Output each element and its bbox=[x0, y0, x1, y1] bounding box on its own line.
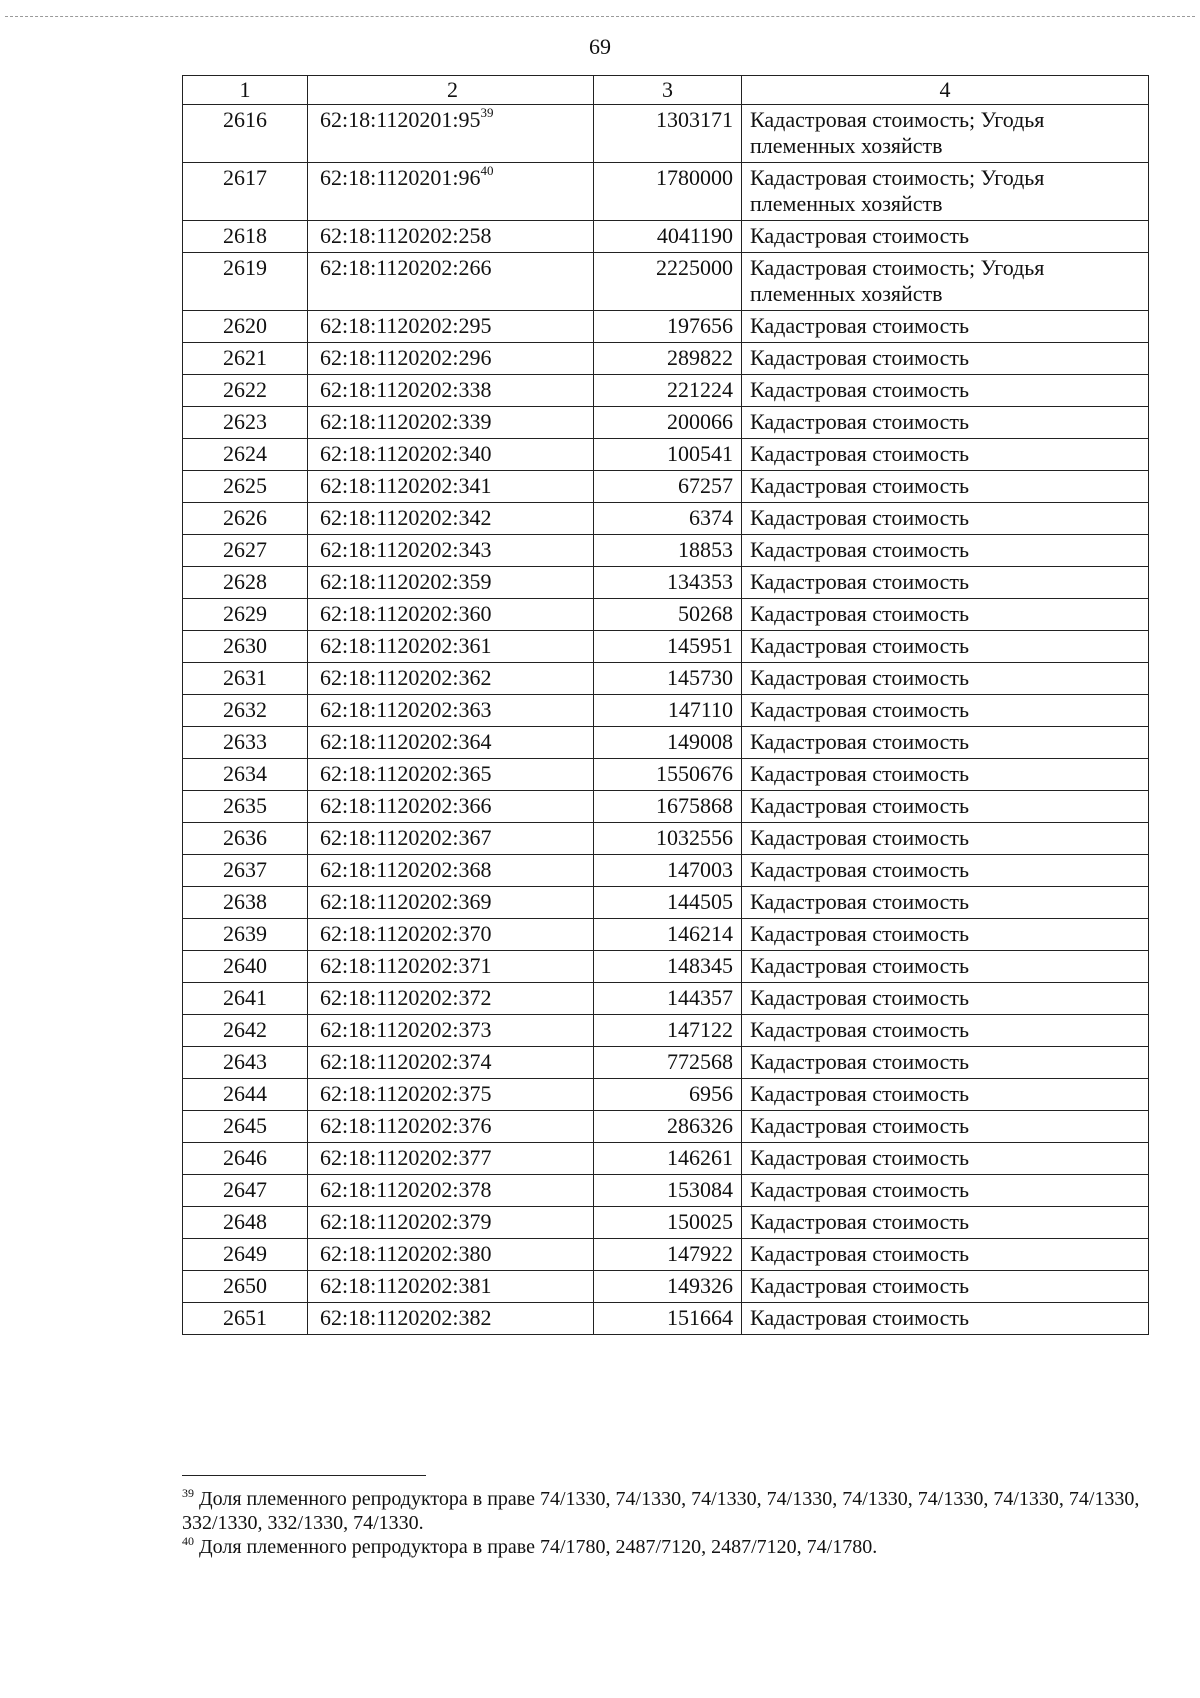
table-row bbox=[183, 1143, 1149, 1175]
note-cell: Кадастровая стоимость bbox=[742, 1207, 1149, 1239]
note-cell: Кадастровая стоимость bbox=[742, 221, 1149, 253]
value-cell: 146214 bbox=[594, 919, 742, 951]
footnote-mark: 39 bbox=[182, 1486, 194, 1500]
cadastral-number: 62:18:1120202:373 bbox=[320, 1017, 492, 1042]
row-number-cell: 2641 bbox=[183, 983, 308, 1015]
cadastral-number: 62:18:1120202:370 bbox=[320, 921, 492, 946]
row-number-cell: 2640 bbox=[183, 951, 308, 983]
cadastral-number: 62:18:1120202:365 bbox=[320, 761, 492, 786]
table-row bbox=[183, 439, 1149, 471]
column-header-2: 2 bbox=[308, 76, 594, 105]
cadastral-number-cell bbox=[308, 1143, 594, 1175]
value-cell: 18853 bbox=[594, 535, 742, 567]
table-row bbox=[183, 1207, 1149, 1239]
note-cell: Кадастровая стоимость bbox=[742, 1239, 1149, 1271]
cadastral-number: 62:18:1120202:381 bbox=[320, 1273, 492, 1298]
table-row bbox=[183, 727, 1149, 759]
note-cell: Кадастровая стоимость bbox=[742, 983, 1149, 1015]
note-cell: Кадастровая стоимость bbox=[742, 1303, 1149, 1335]
cadastral-number-cell bbox=[308, 253, 594, 311]
row-number-cell: 2625 bbox=[183, 471, 308, 503]
row-number-cell: 2623 bbox=[183, 407, 308, 439]
cadastral-number-cell bbox=[308, 1271, 594, 1303]
row-number-cell: 2632 bbox=[183, 695, 308, 727]
table-row bbox=[183, 1047, 1149, 1079]
cadastral-number: 62:18:1120202:379 bbox=[320, 1209, 492, 1234]
footnote-separator bbox=[182, 1475, 426, 1476]
row-number-cell: 2639 bbox=[183, 919, 308, 951]
cadastral-number: 62:18:1120201:95 bbox=[320, 107, 481, 132]
note-cell: Кадастровая стоимость bbox=[742, 791, 1149, 823]
cadastral-number: 62:18:1120202:372 bbox=[320, 985, 492, 1010]
table-row bbox=[183, 1175, 1149, 1207]
value-cell: 146261 bbox=[594, 1143, 742, 1175]
note-cell: Кадастровая стоимость bbox=[742, 503, 1149, 535]
row-number-cell: 2648 bbox=[183, 1207, 308, 1239]
cadastral-number: 62:18:1120202:359 bbox=[320, 569, 492, 594]
footnote-mark: 40 bbox=[182, 1534, 194, 1548]
table-row bbox=[183, 695, 1149, 727]
note-cell: Кадастровая стоимость bbox=[742, 759, 1149, 791]
value-cell: 289822 bbox=[594, 343, 742, 375]
cadastral-number: 62:18:1120202:342 bbox=[320, 505, 492, 530]
cadastral-number-cell bbox=[308, 695, 594, 727]
row-number-cell: 2650 bbox=[183, 1271, 308, 1303]
row-number-cell: 2645 bbox=[183, 1111, 308, 1143]
cadastral-number: 62:18:1120202:361 bbox=[320, 633, 492, 658]
row-number-cell: 2618 bbox=[183, 221, 308, 253]
row-number-cell: 2630 bbox=[183, 631, 308, 663]
note-cell: Кадастровая стоимость; Угодья племенных хозяйств bbox=[742, 163, 1149, 221]
table-row bbox=[183, 1079, 1149, 1111]
cadastral-number-cell bbox=[308, 663, 594, 695]
cadastral-number: 62:18:1120202:377 bbox=[320, 1145, 492, 1170]
cadastral-table bbox=[182, 75, 1149, 1335]
table-row bbox=[183, 791, 1149, 823]
note-cell: Кадастровая стоимость bbox=[742, 919, 1149, 951]
page-number: 69 bbox=[589, 34, 611, 59]
cadastral-number: 62:18:1120202:340 bbox=[320, 441, 492, 466]
table-row bbox=[183, 1111, 1149, 1143]
cadastral-number-cell bbox=[308, 631, 594, 663]
cadastral-number: 62:18:1120202:378 bbox=[320, 1177, 492, 1202]
value-cell: 145951 bbox=[594, 631, 742, 663]
table-row bbox=[183, 951, 1149, 983]
row-number-cell: 2629 bbox=[183, 599, 308, 631]
note-cell: Кадастровая стоимость bbox=[742, 1079, 1149, 1111]
cadastral-number: 62:18:1120202:363 bbox=[320, 697, 492, 722]
value-cell: 134353 bbox=[594, 567, 742, 599]
note-cell: Кадастровая стоимость bbox=[742, 1175, 1149, 1207]
value-cell: 2225000 bbox=[594, 253, 742, 311]
table-row bbox=[183, 983, 1149, 1015]
footnotes bbox=[182, 1487, 1142, 1559]
cadastral-number-cell bbox=[308, 503, 594, 535]
note-cell: Кадастровая стоимость bbox=[742, 1271, 1149, 1303]
row-number-cell: 2642 bbox=[183, 1015, 308, 1047]
note-cell: Кадастровая стоимость; Угодья племенных хозяйств bbox=[742, 253, 1149, 311]
note-cell: Кадастровая стоимость bbox=[742, 727, 1149, 759]
cadastral-number: 62:18:1120202:374 bbox=[320, 1049, 492, 1074]
note-cell: Кадастровая стоимость bbox=[742, 311, 1149, 343]
note-cell: Кадастровая стоимость bbox=[742, 663, 1149, 695]
table-row bbox=[183, 1271, 1149, 1303]
value-cell: 147922 bbox=[594, 1239, 742, 1271]
row-number-cell: 2626 bbox=[183, 503, 308, 535]
note-cell: Кадастровая стоимость bbox=[742, 823, 1149, 855]
value-cell: 197656 bbox=[594, 311, 742, 343]
value-cell: 147003 bbox=[594, 855, 742, 887]
cadastral-number: 62:18:1120202:266 bbox=[320, 255, 492, 280]
table-row bbox=[183, 407, 1149, 439]
cadastral-number-cell bbox=[308, 1079, 594, 1111]
cadastral-number-cell bbox=[308, 439, 594, 471]
value-cell: 153084 bbox=[594, 1175, 742, 1207]
cadastral-number-cell bbox=[308, 951, 594, 983]
cadastral-number-cell bbox=[308, 407, 594, 439]
table-row bbox=[183, 919, 1149, 951]
cadastral-number: 62:18:1120202:369 bbox=[320, 889, 492, 914]
row-number-cell: 2636 bbox=[183, 823, 308, 855]
table-row bbox=[183, 311, 1149, 343]
value-cell: 151664 bbox=[594, 1303, 742, 1335]
value-cell: 147122 bbox=[594, 1015, 742, 1047]
cadastral-number: 62:18:1120202:366 bbox=[320, 793, 492, 818]
cadastral-number-cell bbox=[308, 599, 594, 631]
value-cell: 149326 bbox=[594, 1271, 742, 1303]
cadastral-number: 62:18:1120202:338 bbox=[320, 377, 492, 402]
row-number-cell: 2649 bbox=[183, 1239, 308, 1271]
cadastral-number-cell bbox=[308, 759, 594, 791]
table-row bbox=[183, 599, 1149, 631]
table-row bbox=[183, 1015, 1149, 1047]
value-cell: 6374 bbox=[594, 503, 742, 535]
cadastral-number: 62:18:1120202:368 bbox=[320, 857, 492, 882]
cadastral-number: 62:18:1120202:343 bbox=[320, 537, 492, 562]
cadastral-number-cell bbox=[308, 919, 594, 951]
row-number-cell: 2651 bbox=[183, 1303, 308, 1335]
row-number-cell: 2644 bbox=[183, 1079, 308, 1111]
value-cell: 286326 bbox=[594, 1111, 742, 1143]
row-number-cell: 2616 bbox=[183, 105, 308, 163]
note-cell: Кадастровая стоимость bbox=[742, 1047, 1149, 1079]
cadastral-number-cell bbox=[308, 1015, 594, 1047]
column-header-1: 1 bbox=[183, 76, 308, 105]
note-cell: Кадастровая стоимость bbox=[742, 855, 1149, 887]
table-row bbox=[183, 375, 1149, 407]
value-cell: 1303171 bbox=[594, 105, 742, 163]
cadastral-number: 62:18:1120202:375 bbox=[320, 1081, 492, 1106]
cadastral-number-cell bbox=[308, 105, 594, 163]
table-header bbox=[183, 76, 1149, 105]
footnote-text: Доля племенного репродуктора в праве 74/1330, 74/1330, 74/1330, 74/1330, 74/1330, 74/1330, 74/1330, 74/1330, 332/1330, 332/1330, 74/1330. bbox=[182, 1488, 1140, 1534]
table-row bbox=[183, 535, 1149, 567]
cadastral-number-cell bbox=[308, 887, 594, 919]
note-cell: Кадастровая стоимость bbox=[742, 599, 1149, 631]
value-cell: 144357 bbox=[594, 983, 742, 1015]
row-number-cell: 2646 bbox=[183, 1143, 308, 1175]
table-body bbox=[183, 105, 1149, 1335]
cadastral-number-cell bbox=[308, 221, 594, 253]
cadastral-number: 62:18:1120202:382 bbox=[320, 1305, 492, 1330]
value-cell: 4041190 bbox=[594, 221, 742, 253]
cadastral-number-cell bbox=[308, 535, 594, 567]
row-number-cell: 2627 bbox=[183, 535, 308, 567]
row-number-cell: 2620 bbox=[183, 311, 308, 343]
cadastral-number: 62:18:1120202:295 bbox=[320, 313, 492, 338]
value-cell: 145730 bbox=[594, 663, 742, 695]
cadastral-number-cell bbox=[308, 983, 594, 1015]
table-row bbox=[183, 631, 1149, 663]
cadastral-number-cell bbox=[308, 1303, 594, 1335]
row-number-cell: 2619 bbox=[183, 253, 308, 311]
row-number-cell: 2643 bbox=[183, 1047, 308, 1079]
note-cell: Кадастровая стоимость bbox=[742, 439, 1149, 471]
cadastral-number-cell bbox=[308, 1239, 594, 1271]
value-cell: 1780000 bbox=[594, 163, 742, 221]
value-cell: 200066 bbox=[594, 407, 742, 439]
note-cell: Кадастровая стоимость bbox=[742, 567, 1149, 599]
table-row bbox=[183, 1239, 1149, 1271]
table-row bbox=[183, 663, 1149, 695]
table-row bbox=[183, 105, 1149, 163]
cadastral-number-cell bbox=[308, 1047, 594, 1079]
scan-top-edge-line bbox=[5, 16, 1195, 17]
row-number-cell: 2633 bbox=[183, 727, 308, 759]
note-cell: Кадастровая стоимость bbox=[742, 407, 1149, 439]
cadastral-number: 62:18:1120202:339 bbox=[320, 409, 492, 434]
row-number-cell: 2628 bbox=[183, 567, 308, 599]
row-number-cell: 2622 bbox=[183, 375, 308, 407]
value-cell: 6956 bbox=[594, 1079, 742, 1111]
cadastral-number: 62:18:1120201:96 bbox=[320, 165, 481, 190]
cadastral-number-cell bbox=[308, 823, 594, 855]
value-cell: 772568 bbox=[594, 1047, 742, 1079]
value-cell: 150025 bbox=[594, 1207, 742, 1239]
note-cell: Кадастровая стоимость bbox=[742, 535, 1149, 567]
cadastral-number: 62:18:1120202:367 bbox=[320, 825, 492, 850]
row-number-cell: 2617 bbox=[183, 163, 308, 221]
row-number-cell: 2631 bbox=[183, 663, 308, 695]
value-cell: 149008 bbox=[594, 727, 742, 759]
column-header-3: 3 bbox=[594, 76, 742, 105]
table-row bbox=[183, 567, 1149, 599]
row-number-cell: 2635 bbox=[183, 791, 308, 823]
table-header-row bbox=[183, 76, 1149, 105]
cadastral-number-cell bbox=[308, 343, 594, 375]
cadastral-number-cell bbox=[308, 567, 594, 599]
cadastral-number: 62:18:1120202:296 bbox=[320, 345, 492, 370]
footnote-reference: 39 bbox=[480, 105, 494, 120]
footnote-text: Доля племенного репродуктора в праве 74/1780, 2487/7120, 2487/7120, 74/1780. bbox=[199, 1536, 878, 1558]
note-cell: Кадастровая стоимость bbox=[742, 471, 1149, 503]
column-header-4: 4 bbox=[742, 76, 1149, 105]
cadastral-number-cell bbox=[308, 471, 594, 503]
row-number-cell: 2634 bbox=[183, 759, 308, 791]
cadastral-number-cell bbox=[308, 163, 594, 221]
value-cell: 1675868 bbox=[594, 791, 742, 823]
row-number-cell: 2637 bbox=[183, 855, 308, 887]
note-cell: Кадастровая стоимость bbox=[742, 1111, 1149, 1143]
table-row bbox=[183, 503, 1149, 535]
value-cell: 147110 bbox=[594, 695, 742, 727]
cadastral-number-cell bbox=[308, 1207, 594, 1239]
row-number-cell: 2638 bbox=[183, 887, 308, 919]
value-cell: 1032556 bbox=[594, 823, 742, 855]
value-cell: 67257 bbox=[594, 471, 742, 503]
table-row bbox=[183, 1303, 1149, 1335]
table-row bbox=[183, 471, 1149, 503]
cadastral-number-cell bbox=[308, 727, 594, 759]
cadastral-number-cell bbox=[308, 855, 594, 887]
footnote-reference: 40 bbox=[480, 163, 494, 178]
row-number-cell: 2621 bbox=[183, 343, 308, 375]
cadastral-number: 62:18:1120202:258 bbox=[320, 223, 492, 248]
note-cell: Кадастровая стоимость bbox=[742, 343, 1149, 375]
cadastral-number-cell bbox=[308, 1175, 594, 1207]
value-cell: 221224 bbox=[594, 375, 742, 407]
note-cell: Кадастровая стоимость bbox=[742, 887, 1149, 919]
cadastral-number-cell bbox=[308, 791, 594, 823]
row-number-cell: 2647 bbox=[183, 1175, 308, 1207]
value-cell: 144505 bbox=[594, 887, 742, 919]
table-row bbox=[183, 759, 1149, 791]
footnote-40 bbox=[182, 1535, 1142, 1559]
cadastral-number: 62:18:1120202:380 bbox=[320, 1241, 492, 1266]
cadastral-number: 62:18:1120202:371 bbox=[320, 953, 492, 978]
value-cell: 100541 bbox=[594, 439, 742, 471]
table-row bbox=[183, 343, 1149, 375]
note-cell: Кадастровая стоимость bbox=[742, 375, 1149, 407]
table-row bbox=[183, 887, 1149, 919]
cadastral-number: 62:18:1120202:364 bbox=[320, 729, 492, 754]
note-cell: Кадастровая стоимость bbox=[742, 1143, 1149, 1175]
table-row bbox=[183, 855, 1149, 887]
note-cell: Кадастровая стоимость bbox=[742, 631, 1149, 663]
table-row bbox=[183, 253, 1149, 311]
value-cell: 1550676 bbox=[594, 759, 742, 791]
value-cell: 50268 bbox=[594, 599, 742, 631]
cadastral-number-cell bbox=[308, 375, 594, 407]
cadastral-number: 62:18:1120202:360 bbox=[320, 601, 492, 626]
note-cell: Кадастровая стоимость bbox=[742, 1015, 1149, 1047]
cadastral-number: 62:18:1120202:362 bbox=[320, 665, 492, 690]
note-cell: Кадастровая стоимость bbox=[742, 951, 1149, 983]
cadastral-number: 62:18:1120202:376 bbox=[320, 1113, 492, 1138]
row-number-cell: 2624 bbox=[183, 439, 308, 471]
table-row bbox=[183, 163, 1149, 221]
cadastral-number-cell bbox=[308, 1111, 594, 1143]
value-cell: 148345 bbox=[594, 951, 742, 983]
table-row bbox=[183, 823, 1149, 855]
footnote-39 bbox=[182, 1487, 1142, 1535]
note-cell: Кадастровая стоимость bbox=[742, 695, 1149, 727]
cadastral-number-cell bbox=[308, 311, 594, 343]
table-row bbox=[183, 221, 1149, 253]
note-cell: Кадастровая стоимость; Угодья племенных хозяйств bbox=[742, 105, 1149, 163]
cadastral-number: 62:18:1120202:341 bbox=[320, 473, 492, 498]
